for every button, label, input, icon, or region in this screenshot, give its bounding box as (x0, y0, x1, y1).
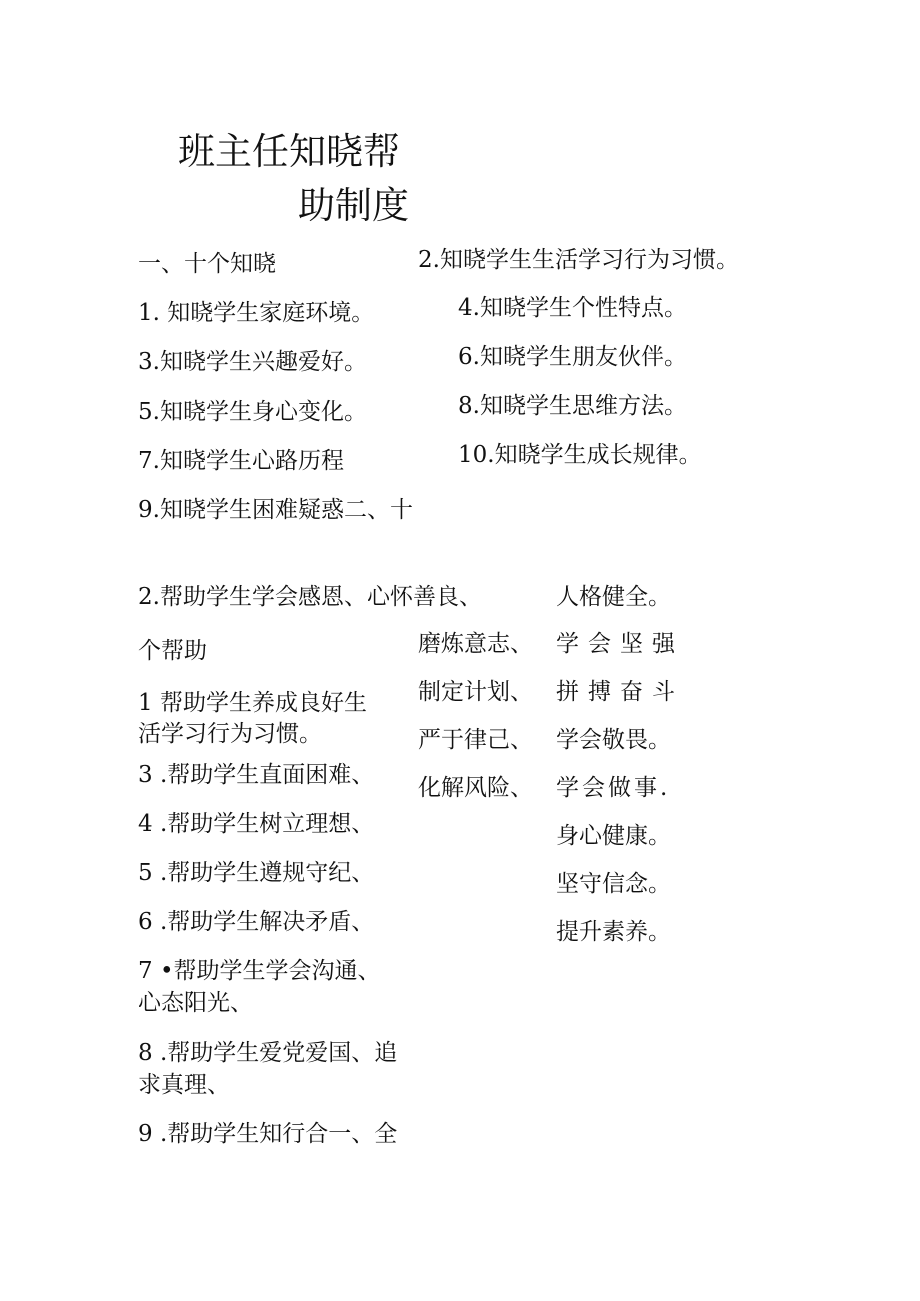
help-right-2: 学会坚强 (556, 631, 684, 657)
help-item-7-line-1: 7 •帮助学生学会沟通、 (138, 958, 381, 984)
section1-heading: 一、十个知晓 (138, 251, 276, 277)
help-right-6: 身心健康。 (556, 823, 671, 849)
know-item-2: 2.知晓学生生活学习行为习惯。 (418, 247, 739, 273)
know-item-9: 9.知晓学生困难疑惑二、十 (138, 497, 413, 523)
help-item-6: 6 .帮助学生解决矛盾、 (138, 909, 375, 935)
help-middle-3: 严于律己、 (418, 727, 533, 753)
know-item-8: 8.知晓学生思维方法。 (458, 393, 687, 419)
help-right-5: 学会做事. (556, 775, 671, 801)
help-middle-1: 磨炼意志、 (418, 631, 533, 657)
help-right-7: 坚守信念。 (556, 871, 671, 897)
help-item-9: 9 .帮助学生知行合一、全 (138, 1121, 398, 1147)
help-item-1-line-2: 活学习行为习惯。 (138, 721, 322, 747)
help-right-4: 学会敬畏。 (556, 727, 671, 753)
help-item-8-line-2: 求真理、 (138, 1072, 230, 1098)
help-item-8-line-1: 8 .帮助学生爱党爱国、追 (138, 1040, 398, 1066)
title-line-1: 班主任知晓帮 (178, 130, 400, 173)
help-right-8: 提升素养。 (556, 919, 671, 945)
know-item-4: 4.知晓学生个性特点。 (458, 295, 687, 321)
help-middle-4: 化解风险、 (418, 775, 533, 801)
section2-heading: 个帮助 (138, 638, 207, 664)
title-line-2: 助制度 (298, 184, 409, 227)
help-item-7-line-2: 心态阳光、 (138, 990, 253, 1016)
know-item-5: 5.知晓学生身心变化。 (138, 399, 367, 425)
know-item-6: 6.知晓学生朋友伙伴。 (458, 344, 687, 370)
know-item-1: 1. 知晓学生家庭环境。 (138, 300, 375, 326)
know-item-7: 7.知晓学生心路历程 (138, 448, 344, 474)
help-item-5: 5 .帮助学生遵规守纪、 (138, 860, 375, 886)
know-item-3: 3.知晓学生兴趣爱好。 (138, 349, 367, 375)
help-item-4: 4 .帮助学生树立理想、 (138, 811, 375, 837)
help-middle-2: 制定计划、 (418, 679, 533, 705)
know-item-10: 10.知晓学生成长规律。 (458, 442, 702, 468)
help-item-3: 3 .帮助学生直面困难、 (138, 762, 375, 788)
help-right-3: 拼搏奋斗 (556, 679, 684, 705)
help-item-1-line-1: 1 帮助学生养成良好生 (138, 690, 367, 716)
help-right-1: 人格健全。 (556, 584, 671, 610)
help-item-2: 2.帮助学生学会感恩、心怀善良、 (138, 584, 482, 610)
